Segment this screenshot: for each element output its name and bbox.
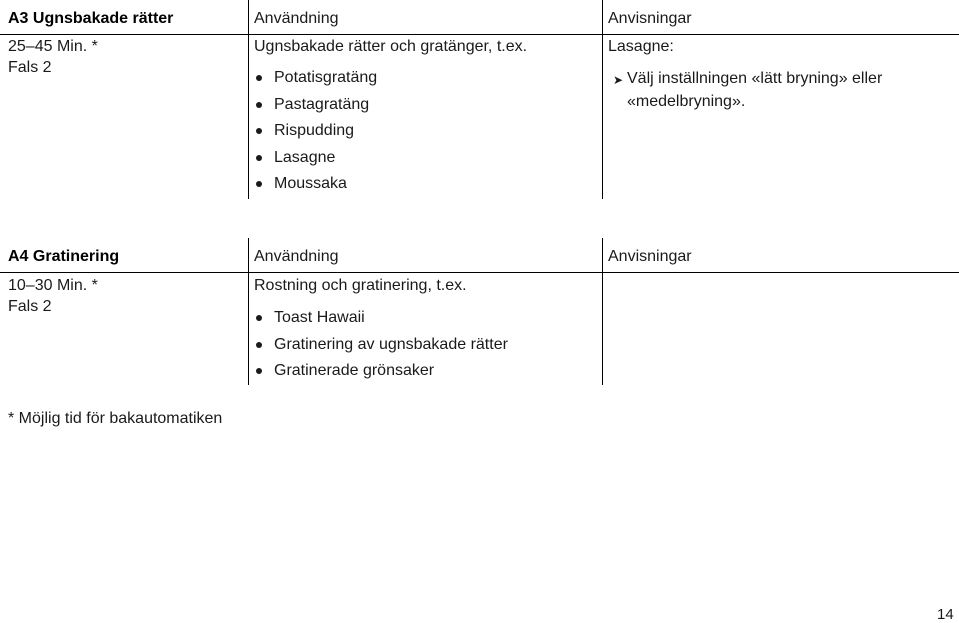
section-a3-col-usage: Användning <box>254 10 339 27</box>
section-a3-notes-heading: Lasagne: <box>608 38 674 55</box>
section-a4-time: 10–30 Min. * <box>8 277 98 294</box>
bullet-icon <box>256 102 262 108</box>
list-item: Toast Hawaii <box>254 305 508 332</box>
section-a4-usage-intro: Rostning och gratinering, t.ex. <box>254 277 467 294</box>
section-a4-item-list <box>254 305 508 385</box>
section-a3 <box>0 0 959 200</box>
bullet-icon <box>256 75 262 81</box>
section-a3-level: Fals 2 <box>8 59 52 76</box>
section-a3-item-list <box>254 65 377 198</box>
section-a3-usage-intro: Ugnsbakade rätter och gratänger, t.ex. <box>254 38 528 55</box>
section-a4-level: Fals 2 <box>8 298 52 315</box>
section-a4 <box>0 238 959 388</box>
bullet-icon <box>256 315 262 321</box>
footnote: * Möjlig tid för bakautomatiken <box>8 410 223 427</box>
section-a3-title: A3 Ugnsbakade rätter <box>8 10 174 27</box>
list-item: Lasagne <box>254 145 377 172</box>
section-a3-divider-2 <box>602 0 603 199</box>
list-item: Potatisgratäng <box>254 65 377 92</box>
bullet-icon <box>256 181 262 187</box>
list-item: Gratinering av ugnsbakade rätter <box>254 332 508 359</box>
list-item: Rispudding <box>254 118 377 145</box>
bullet-icon <box>256 368 262 374</box>
list-item: Pastagratäng <box>254 92 377 119</box>
arrow-right-icon: ➤ <box>613 73 624 87</box>
section-a4-col-usage: Användning <box>254 248 339 265</box>
page-number: 14 <box>937 606 954 623</box>
section-a4-col-notes: Anvisningar <box>608 248 692 265</box>
bullet-icon <box>256 342 262 348</box>
list-item: Moussaka <box>254 171 377 198</box>
section-a4-title: A4 Gratinering <box>8 248 120 265</box>
section-a4-divider-1 <box>248 238 249 385</box>
section-a3-col-notes: Anvisningar <box>608 10 692 27</box>
section-a3-notes-line2: «medelbryning». <box>627 93 746 110</box>
section-a4-divider-2 <box>602 238 603 385</box>
section-a3-notes-line1: Välj inställningen «lätt bryning» eller <box>627 70 883 87</box>
section-a3-time: 25–45 Min. * <box>8 38 98 55</box>
section-a4-header <box>0 238 959 273</box>
bullet-icon <box>256 155 262 161</box>
list-item: Gratinerade grönsaker <box>254 358 508 385</box>
section-a3-divider-1 <box>248 0 249 199</box>
bullet-icon <box>256 128 262 134</box>
